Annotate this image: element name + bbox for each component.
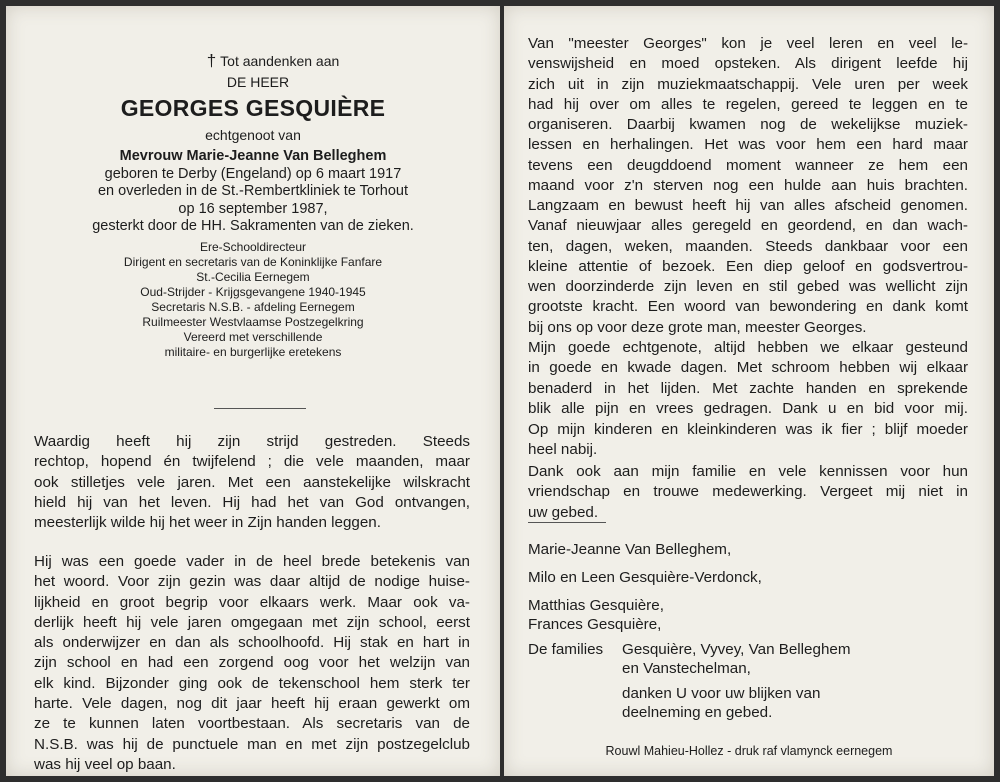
text-line: benaderd in het lijden. Met zachte handen en sprekende: [528, 379, 968, 397]
paragraph-struggle: [34, 432, 470, 533]
text-line: kleine attentie of bezoek. Een diep geloof en godsvertrou-: [528, 257, 968, 275]
text-line: ze te kunnen laten voortbestaan. Als secretaris van de: [34, 715, 470, 733]
text-line: Hij was een goede vader in de heel brede betekenis van: [34, 553, 470, 570]
text-line: lijkheid en groot begrip voor elkaars werk. Maar ook va-: [34, 593, 470, 611]
title-item: militaire- en burgerlijke eretekens: [164, 344, 342, 359]
text-line: lessen en herhalingen. Het was voor hem een hard maar: [528, 136, 968, 154]
text-line: heel nabij.: [528, 441, 598, 459]
text-line: bij ons op voor deze grote man, meester Georges.: [528, 318, 867, 336]
paragraph-conductor: [528, 34, 968, 196]
text-line: wen doorzinderde zijn leven en stil gebed was wellicht zijn: [528, 278, 968, 296]
signature-line: Matthias Gesquière,: [528, 597, 664, 614]
signature-line: Frances Gesquière,: [528, 616, 662, 633]
text-line: uw gebed.: [528, 503, 599, 521]
text-line: Van "meester Georges" kon je veel leren en veel le-: [528, 35, 968, 52]
left-page: [6, 6, 500, 776]
text-line: het woord. Voor zijn gezin was daar altijd de nodige huise-: [34, 573, 470, 591]
text-line: blik alle pijn en vrees gedragen. Dank u en bid voor mij.: [528, 399, 968, 417]
in-memory-line: † Tot aandenken aan: [206, 51, 340, 70]
families-names: en Vanstechelman,: [622, 660, 751, 677]
sacraments-line: gesterkt door de HH. Sakramenten van de zieken.: [92, 218, 414, 234]
right-page: [504, 6, 994, 776]
header-divider: [214, 408, 306, 409]
death-date: op 16 september 1987,: [178, 200, 328, 217]
title-item: Secretaris N.S.B. - afdeling Eernegem: [151, 299, 355, 314]
text-line: maand voor z'n sterven nog een hulde aan huis brachten.: [528, 177, 968, 195]
signature-divider: [528, 522, 606, 523]
text-line: ten, dagen, weken, maanden. Steeds dankbaar voor een: [528, 237, 968, 255]
thanks-line: danken U voor uw blijken van: [622, 685, 821, 702]
title-item: Dirigent en secretaris van de Koninklijke Fanfare: [123, 254, 383, 269]
paragraph-thanks: [528, 462, 968, 523]
text-line: rechtop, hopend én twijfelend ; die vele maanden, maar: [34, 453, 470, 471]
text-line: N.S.B. was hij de punctuele man en met zijn postzegelclub: [34, 735, 470, 753]
cross-icon: †: [206, 51, 217, 70]
text-line: Waardig heeft hij zijn strijd gestreden. Steeds: [34, 433, 470, 450]
text-line: Dank ook aan mijn familie en vele kennissen voor hun: [528, 463, 968, 480]
text-line: Vanaf nieuwjaar alles geregeld en geordend, en dan wach-: [528, 217, 968, 235]
signature-line: Marie-Jeanne Van Belleghem,: [528, 541, 732, 558]
titles-list: [6, 241, 500, 358]
title-item: Vereerd met verschillende: [183, 329, 323, 344]
text-line: ook stilletjes vele jaren. Met een aanstekelijke wilskracht: [34, 473, 470, 491]
deceased-name: GEORGES GESQUIÈRE: [120, 95, 386, 121]
text-line: Mijn goede echtgenote, altijd hebben we elkaar gesteund: [528, 339, 968, 356]
obituary-header: [6, 52, 500, 358]
text-line: Langzaam en bewust heeft hij van alles afscheid genomen.: [528, 197, 968, 214]
text-line: hield hij van het leven. Hij had het van God ontvangen,: [34, 493, 470, 511]
families-label: De families: [528, 641, 604, 658]
text-line: derlijk heeft hij vele jaren omgegaan met zijn school, eerst: [34, 613, 470, 631]
signature-line: Milo en Leen Gesquière-Verdonck,: [528, 569, 762, 586]
families-names: Gesquière, Vyvey, Van Belleghem: [622, 641, 851, 658]
death-line: en overleden in de St.-Rembertkliniek te Torhout: [97, 183, 409, 199]
text-line: grootste kracht. Een woord van bewondering en dank komt: [528, 298, 968, 316]
text-line: in goede en kwade dagen. Met schroom hebben wij elkaar: [528, 359, 968, 377]
printer-footer: Rouwl Mahieu-Hollez - druk raf vlamynck eernegem: [605, 744, 893, 758]
title-item: Ruilmeester Westvlaamse Postzegelkring: [142, 314, 364, 329]
paragraph-father: [34, 552, 470, 775]
text-line: zijn school en had een zorgend oog voor het welzijn van: [34, 654, 470, 672]
text-line: als onderwijzer en dan als schoolhoofd. Hij stak en hart in: [34, 634, 470, 652]
text-line: zich uit in zijn muziekmaatschappij. Vele uren per week: [528, 75, 968, 93]
thanks-line: deelneming en gebed.: [622, 704, 773, 721]
text-line: meesterlijk wilde hij het weer in Zijn handen leggen.: [34, 514, 381, 532]
text-line: venswijsheid en moed opsteken. Als dirigent leefde hij: [528, 55, 968, 73]
title-item: Oud-Strijder - Krijgsgevangene 1940-1945: [140, 284, 366, 299]
spouse-of-label: echtgenoot van: [205, 127, 301, 143]
title-item: St.-Cecilia Eernegem: [196, 269, 310, 284]
text-line: was hij veel op baan.: [34, 755, 176, 773]
paragraph-children: [528, 420, 968, 461]
text-line: vriendschap en trouwe medewerking. Vergeet mij niet in: [528, 483, 968, 501]
paragraph-farewell: [528, 196, 968, 338]
birth-line: geboren te Derby (Engeland) op 6 maart 1917: [104, 165, 402, 182]
honorific: DE HEER: [226, 74, 290, 90]
text-line: tevens een deugddoend moment wanneer ze hem een: [528, 156, 968, 174]
spouse-name: Mevrouw Marie-Jeanne Van Belleghem: [119, 148, 387, 164]
title-item: Ere-Schooldirecteur: [199, 239, 307, 254]
paragraph-wife: [528, 338, 968, 419]
text-line: Op mijn kinderen en kleinkinderen was ik fier ; blijf moeder: [528, 421, 968, 438]
text-line: elk kind. Bijzonder ging ook de tekenschool hem sterk ter: [34, 674, 470, 692]
text-line: harte. Vele dagen, nog dit jaar heeft hij eraan gewerkt om: [34, 695, 470, 713]
text-line: had hij over om alles te regelen, gereed te leggen en te: [528, 95, 968, 113]
text-line: organiseren. Daarbij kwamen nog de wekelijkse muziek-: [528, 116, 968, 134]
